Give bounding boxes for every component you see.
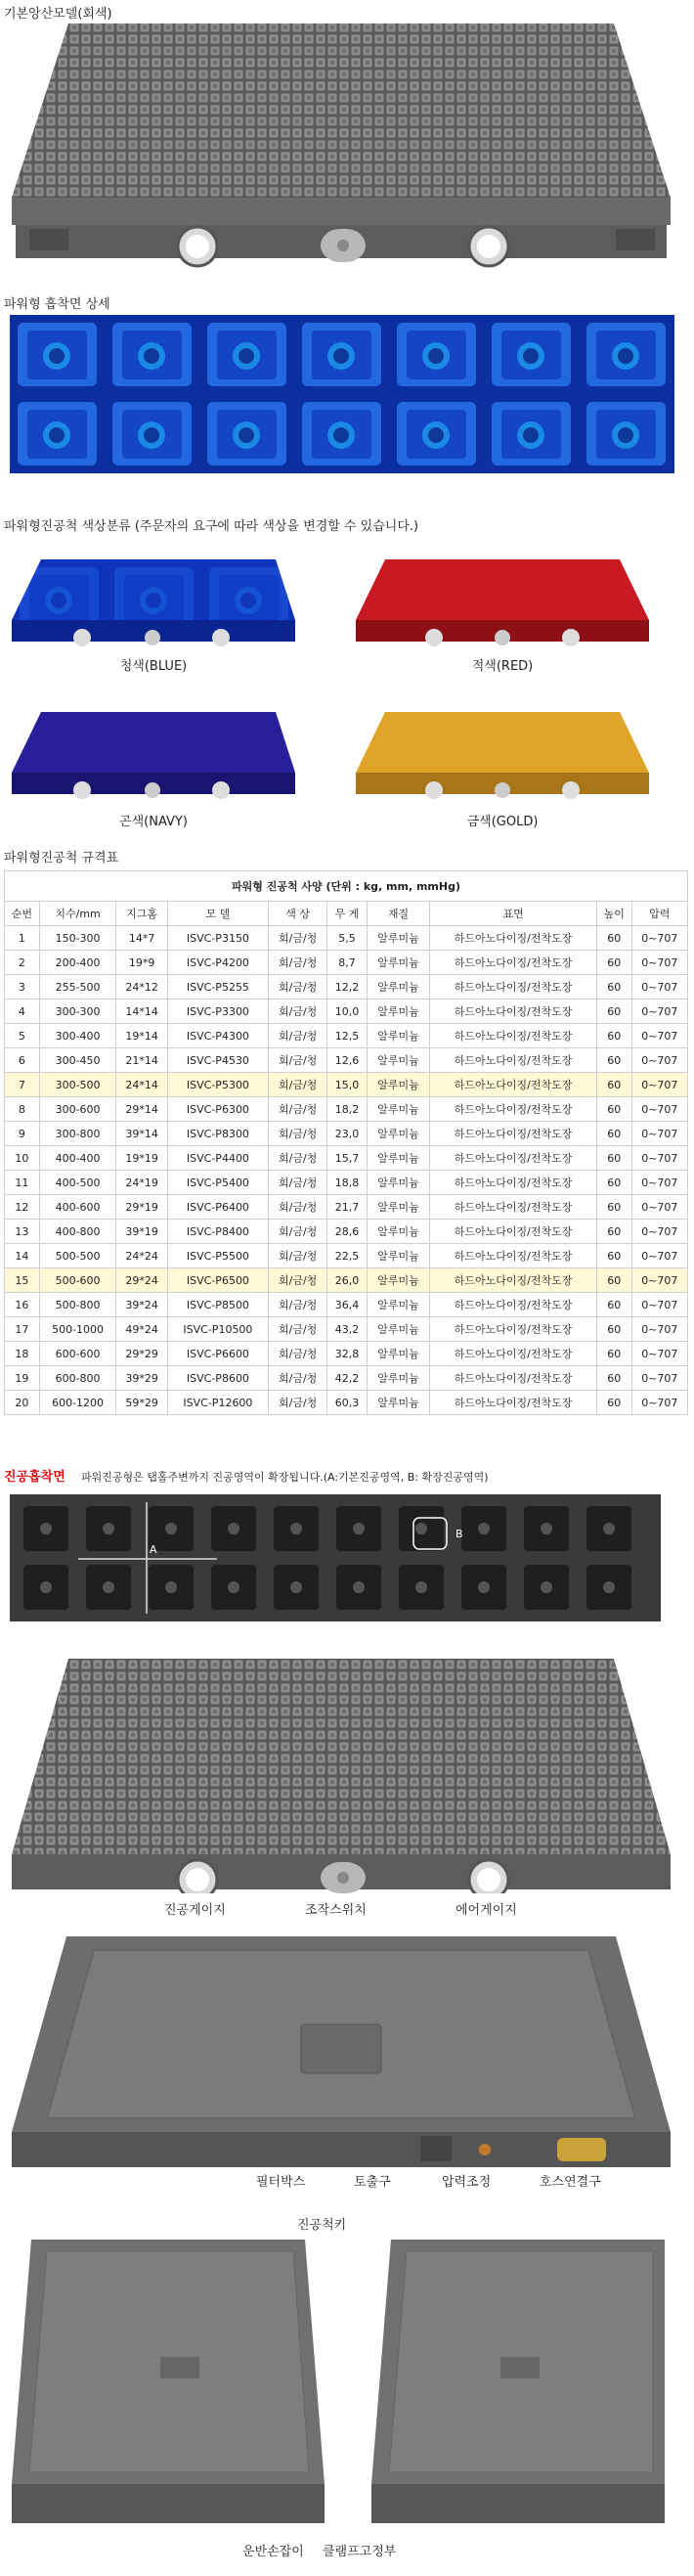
spec-table-cell: 60 <box>596 1391 631 1415</box>
spec-table-cell: 60 <box>596 1268 631 1293</box>
parts-top-image <box>10 1659 672 1893</box>
spec-table-row <box>5 1073 688 1097</box>
spec-table-cell: 43,2 <box>327 1317 367 1342</box>
spec-table-row <box>5 1048 688 1073</box>
spec-table-cell: 회/금/청 <box>269 1171 327 1195</box>
label-clamp-fixture: 클램프고정부 <box>323 2545 397 2559</box>
spec-table-cell: 39*14 <box>116 1122 167 1146</box>
spec-table-cell: 24*19 <box>116 1171 167 1195</box>
spec-table-cell: 29*24 <box>116 1268 167 1293</box>
spec-table-row <box>5 1244 688 1268</box>
spec-table-cell: 400-400 <box>39 1146 116 1171</box>
spec-table-cell: 하드아노다이징/전착도장 <box>430 1220 597 1244</box>
spec-table-row <box>5 1342 688 1366</box>
spec-table-row <box>5 1171 688 1195</box>
spec-table-cell: 회/금/청 <box>269 1220 327 1244</box>
spec-table-cell: 200-400 <box>39 951 116 975</box>
spec-table-cell: 400-600 <box>39 1195 116 1220</box>
spec-table-cell: 59*29 <box>116 1391 167 1415</box>
spec-table-cell: 39*19 <box>116 1220 167 1244</box>
spec-table-cell: 0~707 <box>631 1146 687 1171</box>
label-air-gauge: 에어게이지 <box>455 1903 517 1918</box>
spec-table-cell: 4 <box>5 999 40 1024</box>
spec-table-cell: 회/금/청 <box>269 1293 327 1317</box>
spec-table-cell: ISVC-P5255 <box>167 975 268 999</box>
spec-table-cell: 회/금/청 <box>269 1366 327 1391</box>
spec-table-cell: 39*29 <box>116 1366 167 1391</box>
spec-table-cell: 하드아노다이징/전착도장 <box>430 1146 597 1171</box>
spec-table-cell: 20 <box>5 1391 40 1415</box>
spec-table-cell: 24*24 <box>116 1244 167 1268</box>
spec-table-row <box>5 926 688 951</box>
spec-table-cell: 60 <box>596 1293 631 1317</box>
spec-table-cell: 하드아노다이징/전착도장 <box>430 1097 597 1122</box>
spec-table-cell: 0~707 <box>631 1391 687 1415</box>
spec-table-cell: 알루미늄 <box>367 1317 430 1342</box>
spec-table-cell: 12,5 <box>327 1024 367 1048</box>
spec-table-row <box>5 1146 688 1171</box>
basic-model-title: 기본앙산모델(회색) <box>4 7 112 22</box>
spec-table-cell: 600-800 <box>39 1366 116 1391</box>
vacuum-surface-heading: 진공흡착면 <box>4 1470 65 1485</box>
spec-table-cell: 하드아노다이징/전착도장 <box>430 1048 597 1073</box>
spec-table-cell: 회/금/청 <box>269 1122 327 1146</box>
spec-table-cell: 알루미늄 <box>367 1366 430 1391</box>
spec-table-cell: 13 <box>5 1220 40 1244</box>
red-chuck-image <box>356 559 649 657</box>
color-label-blue: 청색(BLUE) <box>119 659 188 674</box>
vacuum-cell-hole <box>415 1581 427 1593</box>
spec-table-cell: 알루미늄 <box>367 951 430 975</box>
vacuum-cell-hole <box>603 1523 615 1534</box>
vacuum-cell-hole <box>478 1581 490 1593</box>
power-detail-title: 파워형 흡착면 상세 <box>4 297 110 312</box>
spec-table-cell: 19*14 <box>116 1024 167 1048</box>
spec-table-cell: 회/금/청 <box>269 999 327 1024</box>
vacuum-cell-hole <box>353 1523 365 1534</box>
spec-table-cell: 150-300 <box>39 926 116 951</box>
spec-table-cell: 0~707 <box>631 1073 687 1097</box>
spec-table-cell: ISVC-P5400 <box>167 1171 268 1195</box>
label-a: A <box>150 1543 157 1556</box>
label-b: B <box>455 1528 463 1540</box>
spec-table-cell: 회/금/청 <box>269 975 327 999</box>
spec-table-cell: 22,5 <box>327 1244 367 1268</box>
spec-table-cell: 10,0 <box>327 999 367 1024</box>
color-label-red: 적색(RED) <box>471 659 534 674</box>
spec-table-cell: 0~707 <box>631 951 687 975</box>
spec-table-cell: 11 <box>5 1171 40 1195</box>
vacuum-cell-hole <box>228 1523 239 1534</box>
spec-table-cell: 하드아노다이징/전착도장 <box>430 1268 597 1293</box>
spec-table-cell: 2 <box>5 951 40 975</box>
vacuum-cell-hole <box>415 1523 427 1534</box>
spec-table-cell: 29*14 <box>116 1097 167 1122</box>
spec-table-cell: 하드아노다이징/전착도장 <box>430 1073 597 1097</box>
spec-table-cell: 알루미늄 <box>367 926 430 951</box>
spec-table-row <box>5 975 688 999</box>
spec-table-wrap <box>4 870 688 1415</box>
spec-table-cell: ISVC-P4300 <box>167 1024 268 1048</box>
spec-table-cell: 300-800 <box>39 1122 116 1146</box>
spec-table-cell: 16 <box>5 1293 40 1317</box>
vacuum-cell-hole <box>103 1581 114 1593</box>
spec-table-cell: 24*14 <box>116 1073 167 1097</box>
spec-table-cell: 26,0 <box>327 1268 367 1293</box>
spec-table-cell: 255-500 <box>39 975 116 999</box>
spec-table-cell: ISVC-P10500 <box>167 1317 268 1342</box>
label-pressure-adjust: 압력조정 <box>442 2175 492 2190</box>
label-vacuum-gauge: 진공게이지 <box>164 1903 226 1918</box>
spec-table-cell: 9 <box>5 1122 40 1146</box>
spec-table-cell: 5 <box>5 1024 40 1048</box>
spec-table-header-cell: 색 상 <box>269 902 327 926</box>
spec-table-cell: 알루미늄 <box>367 1097 430 1122</box>
spec-table-row <box>5 1097 688 1122</box>
spec-table-cell: 60,3 <box>327 1391 367 1415</box>
spec-table-cell: 알루미늄 <box>367 1195 430 1220</box>
spec-table-cell: 알루미늄 <box>367 1220 430 1244</box>
spec-table-cell: 0~707 <box>631 1024 687 1048</box>
spec-table-cell: 하드아노다이징/전착도장 <box>430 1366 597 1391</box>
spec-table-cell: 60 <box>596 1122 631 1146</box>
spec-table-cell: 36,4 <box>327 1293 367 1317</box>
spec-table-row <box>5 1268 688 1293</box>
spec-table-cell: 60 <box>596 1073 631 1097</box>
spec-table-row <box>5 1122 688 1146</box>
vacuum-cell-hole <box>165 1581 177 1593</box>
spec-table-cell: 42,2 <box>327 1366 367 1391</box>
spec-table-cell: 60 <box>596 1317 631 1342</box>
spec-table-cell: 0~707 <box>631 1268 687 1293</box>
vacuum-cell-hole <box>290 1523 302 1534</box>
spec-table-cell: 하드아노다이징/전착도장 <box>430 1244 597 1268</box>
spec-table-cell: 300-600 <box>39 1097 116 1122</box>
spec-table-cell: 하드아노다이징/전착도장 <box>430 926 597 951</box>
color-classification-title: 파워형진공척 색상분류 (주문자의 요구에 따라 색상을 변경할 수 있습니다.) <box>4 519 419 534</box>
spec-table-cell: ISVC-P3300 <box>167 999 268 1024</box>
spec-table-cell: 알루미늄 <box>367 1146 430 1171</box>
spec-table-cell: ISVC-P12600 <box>167 1391 268 1415</box>
label-carry-handle: 운반손잡이 <box>242 2545 304 2559</box>
spec-table-cell: 알루미늄 <box>367 999 430 1024</box>
vacuum-surface-note: 파워진공형은 탭홀주변까지 진공영역이 확장됩니다.(A:기본진공영역, B: 확장진공영역) <box>80 1471 489 1484</box>
spec-table-cell: ISVC-P4200 <box>167 951 268 975</box>
spec-table-cell: 24*12 <box>116 975 167 999</box>
spec-table-cell: 0~707 <box>631 1220 687 1244</box>
label-hose-connector: 호스연결구 <box>540 2175 601 2190</box>
spec-table-header-row <box>5 902 688 926</box>
spec-table-header-cell: 표면 <box>430 902 597 926</box>
spec-table-cell: ISVC-P8500 <box>167 1293 268 1317</box>
spec-table-cell: 12,6 <box>327 1048 367 1073</box>
spec-table-cell: 0~707 <box>631 1342 687 1366</box>
spec-table-cell: ISVC-P5500 <box>167 1244 268 1268</box>
spec-table-cell: 회/금/청 <box>269 1195 327 1220</box>
spec-table-cell: 하드아노다이징/전착도장 <box>430 1317 597 1342</box>
spec-table-cell: 60 <box>596 1097 631 1122</box>
spec-table-cell: 60 <box>596 951 631 975</box>
spec-table-cell: 알루미늄 <box>367 1342 430 1366</box>
spec-table-cell: 하드아노다이징/전착도장 <box>430 1195 597 1220</box>
spec-table-cell: 회/금/청 <box>269 1146 327 1171</box>
spec-table-cell: 하드아노다이징/전착도장 <box>430 1122 597 1146</box>
spec-table-cell: 60 <box>596 1024 631 1048</box>
spec-table-cell: ISVC-P6300 <box>167 1097 268 1122</box>
vacuum-cell-hole <box>541 1581 552 1593</box>
spec-table-cell: 회/금/청 <box>269 1391 327 1415</box>
spec-table-cell: 하드아노다이징/전착도장 <box>430 999 597 1024</box>
spec-table <box>4 870 688 1415</box>
color-label-navy: 곤색(NAVY) <box>119 815 188 829</box>
spec-table-cell: 알루미늄 <box>367 1024 430 1048</box>
spec-table-cell: 15,0 <box>327 1073 367 1097</box>
vacuum-surface-heading-row <box>4 1466 489 1485</box>
spec-table-cell: 회/금/청 <box>269 1268 327 1293</box>
spec-table-cell: 5,5 <box>327 926 367 951</box>
spec-table-cell: 알루미늄 <box>367 975 430 999</box>
spec-table-cell: 500-800 <box>39 1293 116 1317</box>
spec-table-cell: 18,2 <box>327 1097 367 1122</box>
spec-table-cell: 0~707 <box>631 1317 687 1342</box>
spec-table-cell: 18 <box>5 1342 40 1366</box>
parts-bottom-image <box>10 1936 672 2171</box>
vacuum-cell-hole <box>40 1523 52 1534</box>
spec-table-header-cell: 무 게 <box>327 902 367 926</box>
spec-table-cell: 500-1000 <box>39 1317 116 1342</box>
vacuum-cell-hole <box>103 1523 114 1534</box>
spec-table-cell: 회/금/청 <box>269 1024 327 1048</box>
spec-table-header-cell: 모 델 <box>167 902 268 926</box>
vacuum-cell-hole <box>603 1581 615 1593</box>
spec-table-cell: 60 <box>596 1366 631 1391</box>
spec-table-cell: 하드아노다이징/전착도장 <box>430 1024 597 1048</box>
spec-table-row <box>5 1195 688 1220</box>
spec-table-cell: 60 <box>596 926 631 951</box>
spec-table-cell: 14*7 <box>116 926 167 951</box>
spec-table-header-cell: 치수/mm <box>39 902 116 926</box>
spec-table-cell: 1 <box>5 926 40 951</box>
spec-table-cell: 300-300 <box>39 999 116 1024</box>
spec-table-cell: ISVC-P3150 <box>167 926 268 951</box>
spec-table-cell: 하드아노다이징/전착도장 <box>430 1171 597 1195</box>
spec-table-cell: 49*24 <box>116 1317 167 1342</box>
spec-table-cell: 15,7 <box>327 1146 367 1171</box>
spec-table-row <box>5 1317 688 1342</box>
vacuum-cell-hole <box>290 1581 302 1593</box>
spec-table-cell: 0~707 <box>631 1244 687 1268</box>
spec-table-cell: ISVC-P5300 <box>167 1073 268 1097</box>
spec-table-cell: 8 <box>5 1097 40 1122</box>
spec-table-cell: 하드아노다이징/전착도장 <box>430 1391 597 1415</box>
spec-table-cell: 0~707 <box>631 1122 687 1146</box>
grey-chuck-image <box>10 22 672 274</box>
spec-table-cell: 60 <box>596 975 631 999</box>
spec-table-cell: 회/금/청 <box>269 1048 327 1073</box>
spec-table-cell: ISVC-P6500 <box>167 1268 268 1293</box>
spec-table-cell: 10 <box>5 1146 40 1171</box>
spec-table-cell: 0~707 <box>631 1097 687 1122</box>
spec-table-cell: 23,0 <box>327 1122 367 1146</box>
spec-table-cell: 알루미늄 <box>367 1293 430 1317</box>
spec-table-cell: 0~707 <box>631 1048 687 1073</box>
spec-table-cell: 600-600 <box>39 1342 116 1366</box>
spec-table-cell: 알루미늄 <box>367 1244 430 1268</box>
spec-table-cell: 600-1200 <box>39 1391 116 1415</box>
spec-table-cell: 12 <box>5 1195 40 1220</box>
spec-table-header-cell: 재질 <box>367 902 430 926</box>
spec-table-cell: 39*24 <box>116 1293 167 1317</box>
spec-table-cell: 60 <box>596 1146 631 1171</box>
spec-table-cell: ISVC-P6400 <box>167 1195 268 1220</box>
spec-table-cell: 60 <box>596 1048 631 1073</box>
spec-table-row <box>5 999 688 1024</box>
spec-table-cell: 0~707 <box>631 1293 687 1317</box>
spec-table-cell: ISVC-P4400 <box>167 1146 268 1171</box>
spec-table-header-cell: 높이 <box>596 902 631 926</box>
spec-table-cell: 알루미늄 <box>367 1268 430 1293</box>
spec-table-cell: ISVC-P8400 <box>167 1220 268 1244</box>
label-discharge: 토출구 <box>354 2175 391 2190</box>
spec-table-cell: 7 <box>5 1073 40 1097</box>
spec-table-cell: 0~707 <box>631 975 687 999</box>
spec-table-cell: 60 <box>596 1342 631 1366</box>
spec-table-cell: 0~707 <box>631 926 687 951</box>
spec-table-row <box>5 951 688 975</box>
spec-table-cell: 0~707 <box>631 1366 687 1391</box>
spec-table-cell: 29*29 <box>116 1342 167 1366</box>
underside-left-image <box>12 2240 334 2533</box>
spec-table-cell: 300-450 <box>39 1048 116 1073</box>
spec-table-row <box>5 1024 688 1048</box>
spec-table-cell: 19 <box>5 1366 40 1391</box>
spec-table-cell: 21,7 <box>327 1195 367 1220</box>
spec-table-cell: 400-800 <box>39 1220 116 1244</box>
spec-table-cell: 회/금/청 <box>269 926 327 951</box>
spec-table-cell: 15 <box>5 1268 40 1293</box>
vacuum-cell-hole <box>541 1523 552 1534</box>
spec-table-cell: 8,7 <box>327 951 367 975</box>
spec-table-cell: 14 <box>5 1244 40 1268</box>
spec-table-cell: 0~707 <box>631 1171 687 1195</box>
spec-table-cell: 3 <box>5 975 40 999</box>
spec-table-cell: 회/금/청 <box>269 1073 327 1097</box>
color-label-gold: 금색(GOLD) <box>466 815 539 829</box>
spec-table-cell: 60 <box>596 1195 631 1220</box>
spec-table-caption: 파워형 진공척 사양 (단위 : kg, mm, mmHg) <box>5 871 688 902</box>
spec-table-cell: 500-500 <box>39 1244 116 1268</box>
spec-table-cell: 6 <box>5 1048 40 1073</box>
spec-table-cell: ISVC-P4530 <box>167 1048 268 1073</box>
spec-table-cell: 300-400 <box>39 1024 116 1048</box>
spec-table-cell: 회/금/청 <box>269 1097 327 1122</box>
spec-table-header-cell: 압력 <box>631 902 687 926</box>
spec-table-cell: 18,8 <box>327 1171 367 1195</box>
spec-table-cell: 29*19 <box>116 1195 167 1220</box>
spec-table-cell: 알루미늄 <box>367 1171 430 1195</box>
label-operation-switch: 조작스위치 <box>305 1903 367 1918</box>
spec-table-cell: 19*9 <box>116 951 167 975</box>
spec-title: 파워형진공척 규격표 <box>4 851 119 866</box>
spec-table-cell: 하드아노다이징/전착도장 <box>430 1342 597 1366</box>
spec-table-cell: 300-500 <box>39 1073 116 1097</box>
spec-table-cell: 17 <box>5 1317 40 1342</box>
spec-table-cell: 회/금/청 <box>269 1244 327 1268</box>
spec-table-cell: 회/금/청 <box>269 1342 327 1366</box>
spec-table-cell: 0~707 <box>631 999 687 1024</box>
vacuum-cell-hole <box>353 1581 365 1593</box>
vacuum-cell-hole <box>228 1581 239 1593</box>
spec-table-header-cell: 지그홈 <box>116 902 167 926</box>
spec-table-cell: ISVC-P8600 <box>167 1366 268 1391</box>
spec-table-cell: 500-600 <box>39 1268 116 1293</box>
spec-table-header-cell: 순번 <box>5 902 40 926</box>
vacuum-cell-hole <box>478 1523 490 1534</box>
label-filter-box: 필터박스 <box>256 2175 306 2190</box>
blue-detail-image <box>10 315 674 473</box>
spec-table-cell: 60 <box>596 999 631 1024</box>
spec-table-cell: 알루미늄 <box>367 1048 430 1073</box>
spec-table-row <box>5 1391 688 1415</box>
spec-table-cell: 28,6 <box>327 1220 367 1244</box>
spec-table-cell: 60 <box>596 1244 631 1268</box>
spec-table-row <box>5 1220 688 1244</box>
vacuum-cell-hole <box>40 1581 52 1593</box>
spec-table-cell: 21*14 <box>116 1048 167 1073</box>
spec-table-cell: 400-500 <box>39 1171 116 1195</box>
gold-chuck-image <box>356 712 649 810</box>
spec-table-cell: 회/금/청 <box>269 1317 327 1342</box>
spec-table-cell: ISVC-P6600 <box>167 1342 268 1366</box>
spec-table-cell: 0~707 <box>631 1195 687 1220</box>
spec-table-cell: 32,8 <box>327 1342 367 1366</box>
spec-table-cell: 회/금/청 <box>269 951 327 975</box>
label-chuck-key: 진공척키 <box>297 2218 347 2233</box>
spec-table-cell: 알루미늄 <box>367 1073 430 1097</box>
spec-table-row <box>5 1366 688 1391</box>
spec-table-cell: 하드아노다이징/전착도장 <box>430 1293 597 1317</box>
spec-table-cell: 하드아노다이징/전착도장 <box>430 975 597 999</box>
spec-table-cell: 19*19 <box>116 1146 167 1171</box>
spec-table-cell: 60 <box>596 1220 631 1244</box>
spec-table-cell: 알루미늄 <box>367 1122 430 1146</box>
spec-table-cell: 14*14 <box>116 999 167 1024</box>
spec-table-cell: ISVC-P8300 <box>167 1122 268 1146</box>
spec-table-cell: 알루미늄 <box>367 1391 430 1415</box>
blue-chuck-image <box>12 559 295 657</box>
navy-chuck-image <box>12 712 295 810</box>
vacuum-cell-hole <box>165 1523 177 1534</box>
spec-table-cell: 12,2 <box>327 975 367 999</box>
vacuum-surface-image <box>10 1494 661 1621</box>
spec-table-cell: 하드아노다이징/전착도장 <box>430 951 597 975</box>
underside-right-image <box>371 2240 684 2533</box>
spec-table-cell: 60 <box>596 1171 631 1195</box>
spec-table-row <box>5 1293 688 1317</box>
